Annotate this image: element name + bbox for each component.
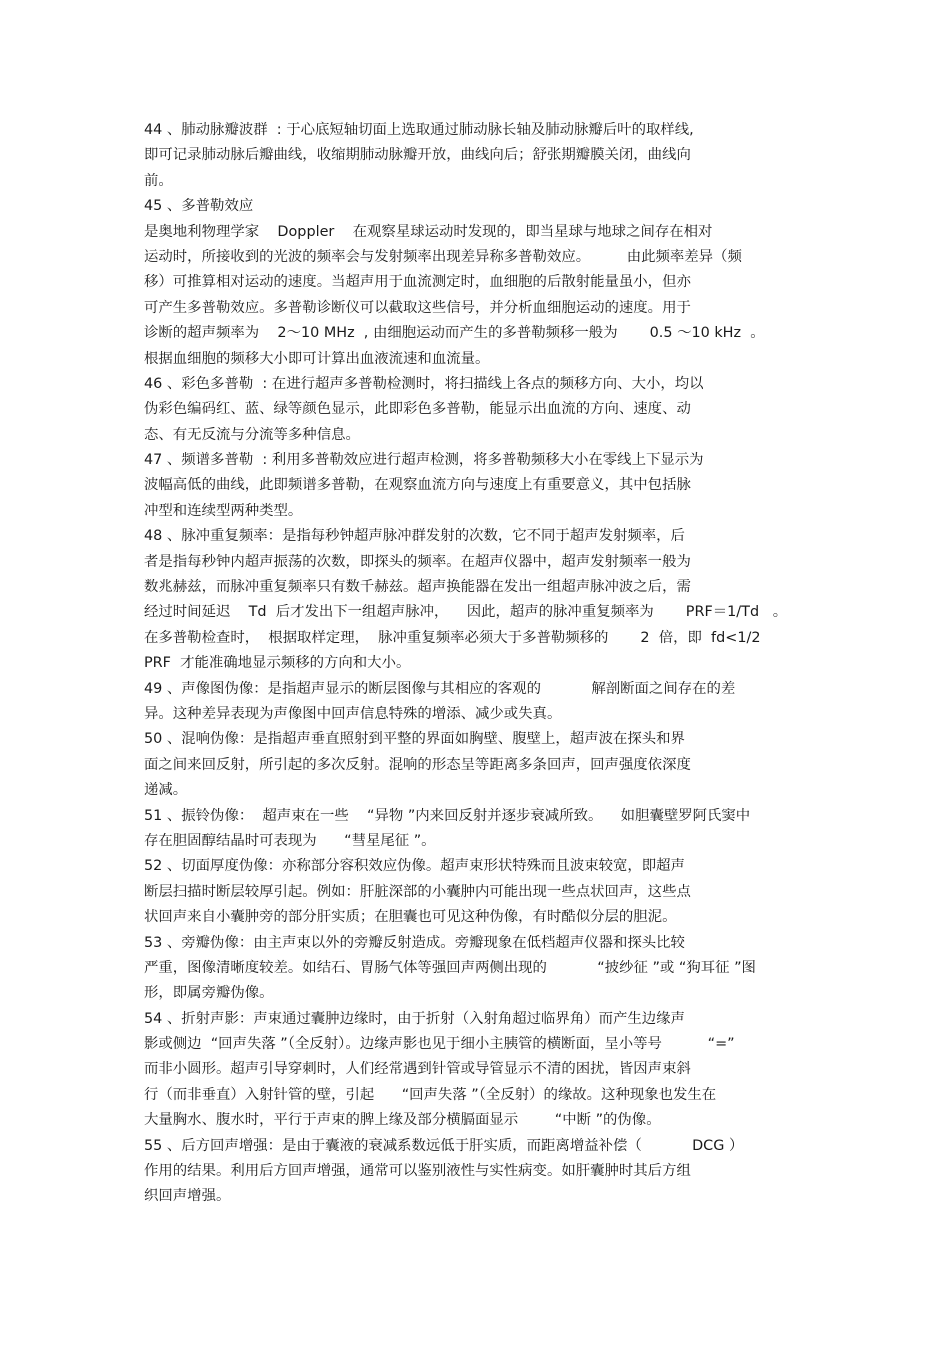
text-line: 织回声增强。 bbox=[144, 1188, 231, 1205]
text-line: 47 、频谱多普勒 : 利用多普勒效应进行超声检测，将多普勒频移大小在零线上下显示为 bbox=[144, 452, 704, 469]
text-line: 49 、声像图伪像：是指超声显示的断层图像与其相应的客观的 解剖断面之间存在的差 bbox=[144, 680, 736, 697]
text-line: 断层扫描时断层较厚引起。例如：肝脏深部的小囊肿内可能出现一些点状回声，这些点 bbox=[144, 883, 691, 900]
text-line: 根据血细胞的频移大小即可计算出血液流速和血流量。 bbox=[144, 350, 490, 367]
text-line: 态、有无反流与分流等多种信息。 bbox=[144, 426, 360, 443]
text-line: 作用的结果。利用后方回声增强，通常可以鉴别液性与实性病变。如肝囊肿时其后方组 bbox=[144, 1163, 691, 1180]
text-line: 经过时间延迟 Td 后才发出下一组超声脉冲， 因此，超声的脉冲重复频率为 PRF＝1/Td 。 bbox=[144, 604, 788, 621]
text-line: 波幅高低的曲线，此即频谱多普勒，在观察血流方向与速度上有重要意义，其中包括脉 bbox=[144, 477, 691, 494]
text-line: 54 、折射声影：声束通过囊肿边缘时，由于折射（入射角超过临界角）而产生边缘声 bbox=[144, 1010, 685, 1027]
text-line: 严重，图像清晰度较差。如结石、胃肠气体等强回声两侧出现的 “披纱征 ”或 “狗耳征 ”图 bbox=[144, 959, 756, 976]
text-line: 面之间来回反射，所引起的多次反射。混响的形态呈等距离多条回声，回声强度依深度 bbox=[144, 756, 691, 773]
text-line: 50 、混响伪像：是指超声垂直照射到平整的界面如胸壁、腹壁上，超声波在探头和界 bbox=[144, 731, 685, 748]
text-line: 52 、切面厚度伪像：亦称部分容积效应伪像。超声束形状特殊而且波束较宽，即超声 bbox=[144, 858, 685, 875]
text-line: 是奥地利物理学家 Doppler 在观察星球运动时发现的，即当星球与地球之间存在相对 bbox=[144, 223, 713, 240]
text-line: 形，即属旁瓣伪像。 bbox=[144, 985, 274, 1002]
text-line: 行（而非垂直）入射针管的壁，引起 “回声失落 ”（全反射）的缘故。这种现象也发生在 bbox=[144, 1086, 717, 1103]
text-line: 伪彩色编码红、蓝、绿等颜色显示，此即彩色多普勒，能显示出血流的方向、速度、动 bbox=[144, 401, 691, 418]
text-line: 即可记录肺动脉后瓣曲线，收缩期肺动脉瓣开放，曲线向后；舒张期瓣膜关闭，曲线向 bbox=[144, 147, 691, 164]
text-line: 51 、振铃伪像： 超声束在一些 “异物 ”内来回反射并逐步衰减所致。 如胆囊壁罗阿氏窦中 bbox=[144, 807, 751, 824]
text-line: 在多普勒检查时， 根据取样定理， 脉冲重复频率必须大于多普勒频移的 2 倍，即 fd<1/2 bbox=[144, 629, 761, 646]
text-line: 者是指每秒钟内超声振荡的次数，即探头的频率。在超声仪器中，超声发射频率一般为 bbox=[144, 553, 691, 570]
text-line: 影或侧边 “回声失落 ”（全反射）。边缘声影也见于细小主胰管的横断面，呈小等号 “=” bbox=[144, 1036, 735, 1053]
text-line: 数兆赫兹，而脉冲重复频率只有数千赫兹。超声换能器在发出一组超声脉冲波之后，需 bbox=[144, 579, 691, 596]
text-line: 大量胸水、腹水时，平行于声束的脾上缘及部分横膈面显示 “中断 ”的伪像。 bbox=[144, 1112, 661, 1129]
text-line: 异。这种差异表现为声像图中回声信息特殊的增添、减少或失真。 bbox=[144, 705, 562, 722]
text-line: 而非小圆形。超声引导穿刺时，人们经常遇到针管或导管显示不清的困扰，皆因声束斜 bbox=[144, 1061, 691, 1078]
text-line: 移）可推算相对运动的速度。当超声用于血流测定时，血细胞的后散射能量虽小，但亦 bbox=[144, 274, 691, 291]
text-line: PRF 才能准确地显示频移的方向和大小。 bbox=[144, 655, 411, 672]
text-line: 48 、脉冲重复频率：是指每秒钟超声脉冲群发射的次数，它不同于超声发射频率，后 bbox=[144, 528, 685, 545]
text-line: 53 、旁瓣伪像：由主声束以外的旁瓣反射造成。旁瓣现象在低档超声仪器和探头比较 bbox=[144, 934, 685, 951]
text-line: 可产生多普勒效应。多普勒诊断仪可以截取这些信号，并分析血细胞运动的速度。用于 bbox=[144, 299, 691, 316]
document-body bbox=[144, 118, 809, 1210]
text-line: 存在胆固醇结晶时可表现为 “彗星尾征 ”。 bbox=[144, 832, 436, 849]
text-line: 55 、后方回声增强：是由于囊液的衰减系数远低于肝实质，而距离增益补偿（ DCG ） bbox=[144, 1137, 744, 1154]
text-line: 45 、多普勒效应 bbox=[144, 198, 254, 215]
text-line: 46 、彩色多普勒 : 在进行超声多普勒检测时，将扫描线上各点的频移方向、大小，均以 bbox=[144, 375, 704, 392]
text-line: 运动时，所接收到的光波的频率会与发射频率出现差异称多普勒效应。 由此频率差异（频 bbox=[144, 248, 742, 265]
text-line: 诊断的超声频率为 2～10 MHz , 由细胞运动而产生的多普勒频移一般为 0.5 ～10 kHz 。 bbox=[144, 325, 765, 342]
text-line: 状回声来自小囊肿旁的部分肝实质；在胆囊也可见这种伪像，有时酷似分层的胆泥。 bbox=[144, 909, 677, 926]
text-line: 44 、肺动脉瓣波群 : 于心底短轴切面上选取通过肺动脉长轴及肺动脉瓣后叶的取样线, bbox=[144, 122, 694, 138]
text-line: 冲型和连续型两种类型。 bbox=[144, 502, 303, 519]
text-line: 递减。 bbox=[144, 782, 188, 799]
text-line: 前。 bbox=[144, 172, 173, 189]
